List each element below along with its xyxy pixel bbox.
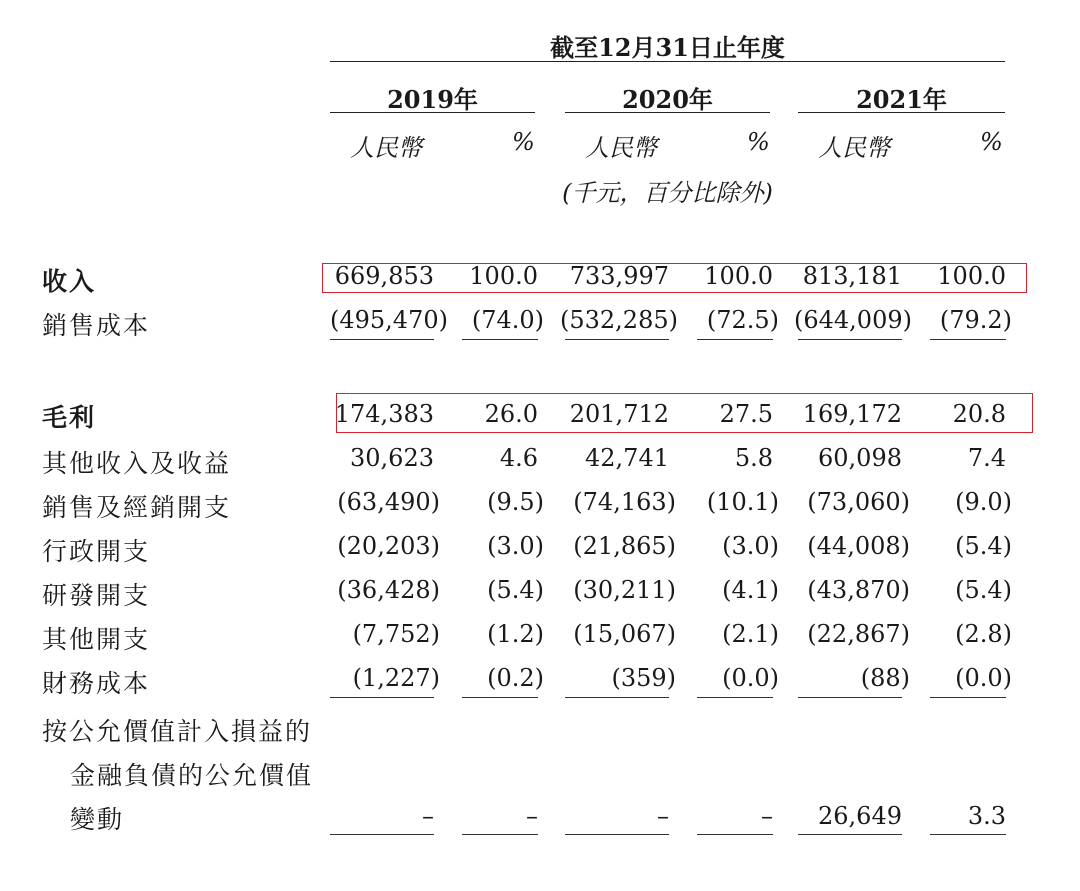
gross-profit-2021-percent: 20.8 [952, 400, 1006, 428]
rd-expenses-2020-percent: (4.1) [722, 576, 779, 604]
currency-label-2020: 人民幣 [585, 134, 657, 162]
admin-expenses-2021-amount: (44,008) [807, 532, 910, 560]
selling-expenses-2019-percent: (9.5) [487, 488, 544, 516]
row-label-fvtpl-line-1: 按公允價值計入損益的 [42, 717, 313, 746]
other-income-2020-percent: 5.8 [734, 444, 773, 472]
other-expenses-2021-percent: (2.8) [955, 620, 1012, 648]
other-expenses-2019-percent: (1.2) [487, 620, 544, 648]
other-expenses-2020-percent: (2.1) [722, 620, 779, 648]
revenue-2021-percent: 100.0 [937, 262, 1006, 290]
revenue-2020-percent: 100.0 [704, 262, 773, 290]
row-label-rd-expenses: 研發開支 [42, 581, 151, 610]
subtotal-underline [798, 339, 902, 340]
row-label-admin-expenses: 行政開支 [42, 537, 151, 566]
finance-costs-2019-amount: (1,227) [352, 664, 440, 692]
subtotal-underline [697, 697, 773, 698]
fvtpl-2019-amount: – [422, 802, 434, 830]
row-label-fvtpl-line-2: 金融負債的公允價值 [70, 761, 314, 790]
fvtpl-2020-amount: – [657, 802, 669, 830]
other-income-2021-percent: 7.4 [967, 444, 1006, 472]
gross-profit-2020-amount: 201,712 [569, 400, 669, 428]
subtotal-underline [462, 339, 538, 340]
rd-expenses-2021-percent: (5.4) [955, 576, 1012, 604]
admin-expenses-2019-amount: (20,203) [337, 532, 440, 560]
year-2020-rule [565, 112, 770, 113]
subtotal-underline [565, 697, 669, 698]
admin-expenses-2019-percent: (3.0) [487, 532, 544, 560]
row-label-fvtpl-line-3: 變動 [70, 805, 125, 834]
subtotal-underline [798, 834, 902, 835]
rd-expenses-2021-amount: (43,870) [807, 576, 910, 604]
subtotal-underline [930, 834, 1006, 835]
percent-label-2019: % [512, 128, 535, 156]
other-income-2019-percent: 4.6 [499, 444, 538, 472]
rd-expenses-2020-amount: (30,211) [573, 576, 676, 604]
year-2020-header: 2020年 [622, 85, 713, 114]
cost-of-sales-2020-amount: (532,285) [560, 306, 678, 334]
revenue-2021-amount: 813,181 [802, 262, 902, 290]
gross-profit-2019-percent: 26.0 [484, 400, 538, 428]
cost-of-sales-2020-percent: (72.5) [706, 306, 779, 334]
revenue-highlight-box [322, 263, 1027, 293]
other-income-2019-amount: 30,623 [350, 444, 434, 472]
other-expenses-2021-amount: (22,867) [807, 620, 910, 648]
subtotal-underline [462, 697, 538, 698]
year-2019-rule [330, 112, 535, 113]
unit-note: (千元，百分比除外) [562, 179, 773, 207]
subtotal-underline [798, 697, 902, 698]
finance-costs-2021-amount: (88) [860, 664, 910, 692]
row-label-other-income: 其他收入及收益 [42, 449, 232, 478]
subtotal-underline [330, 834, 434, 835]
row-label-gross-profit: 毛利 [42, 403, 97, 432]
subtotal-underline [697, 834, 773, 835]
selling-expenses-2021-amount: (73,060) [807, 488, 910, 516]
finance-costs-2019-percent: (0.2) [487, 664, 544, 692]
header-rule [330, 61, 1005, 62]
row-label-finance-costs: 財務成本 [42, 669, 151, 698]
period-title: 截至12月31日止年度 [550, 33, 785, 62]
row-label-other-expenses: 其他開支 [42, 625, 151, 654]
gross-profit-2019-amount: 174,383 [334, 400, 434, 428]
row-label-cost-of-sales: 銷售成本 [42, 311, 151, 340]
subtotal-underline [462, 834, 538, 835]
rd-expenses-2019-amount: (36,428) [337, 576, 440, 604]
cost-of-sales-2019-amount: (495,470) [330, 306, 448, 334]
revenue-2020-amount: 733,997 [569, 262, 669, 290]
finance-costs-2020-amount: (359) [611, 664, 676, 692]
admin-expenses-2020-amount: (21,865) [573, 532, 676, 560]
percent-label-2020: % [747, 128, 770, 156]
year-2021-rule [798, 112, 1005, 113]
cost-of-sales-2019-percent: (74.0) [471, 306, 544, 334]
rd-expenses-2019-percent: (5.4) [487, 576, 544, 604]
selling-expenses-2020-percent: (10.1) [706, 488, 779, 516]
selling-expenses-2019-amount: (63,490) [337, 488, 440, 516]
other-income-2021-amount: 60,098 [818, 444, 902, 472]
fvtpl-2021-percent: 3.3 [967, 802, 1006, 830]
fvtpl-2020-percent: – [761, 802, 773, 830]
cost-of-sales-2021-amount: (644,009) [794, 306, 912, 334]
subtotal-underline [930, 339, 1006, 340]
fvtpl-2019-percent: – [526, 802, 538, 830]
gross-profit-2020-percent: 27.5 [719, 400, 773, 428]
percent-label-2021: % [980, 128, 1003, 156]
finance-costs-2021-percent: (0.0) [955, 664, 1012, 692]
fvtpl-2021-amount: 26,649 [818, 802, 902, 830]
gross-profit-highlight-box [336, 393, 1033, 433]
other-expenses-2019-amount: (7,752) [352, 620, 440, 648]
other-income-2020-amount: 42,741 [585, 444, 669, 472]
selling-expenses-2021-percent: (9.0) [955, 488, 1012, 516]
currency-label-2021: 人民幣 [818, 134, 890, 162]
revenue-2019-percent: 100.0 [469, 262, 538, 290]
cost-of-sales-2021-percent: (79.2) [939, 306, 1012, 334]
subtotal-underline [930, 697, 1006, 698]
subtotal-underline [697, 339, 773, 340]
year-2019-header: 2019年 [387, 85, 478, 114]
year-2021-header: 2021年 [856, 85, 947, 114]
subtotal-underline [565, 834, 669, 835]
admin-expenses-2020-percent: (3.0) [722, 532, 779, 560]
row-label-revenue: 收入 [42, 267, 97, 296]
revenue-2019-amount: 669,853 [334, 262, 434, 290]
row-label-selling-expenses: 銷售及經銷開支 [42, 493, 232, 522]
finance-costs-2020-percent: (0.0) [722, 664, 779, 692]
admin-expenses-2021-percent: (5.4) [955, 532, 1012, 560]
currency-label-2019: 人民幣 [350, 134, 422, 162]
selling-expenses-2020-amount: (74,163) [573, 488, 676, 516]
subtotal-underline [565, 339, 669, 340]
other-expenses-2020-amount: (15,067) [573, 620, 676, 648]
subtotal-underline [330, 339, 434, 340]
gross-profit-2021-amount: 169,172 [802, 400, 902, 428]
subtotal-underline [330, 697, 434, 698]
